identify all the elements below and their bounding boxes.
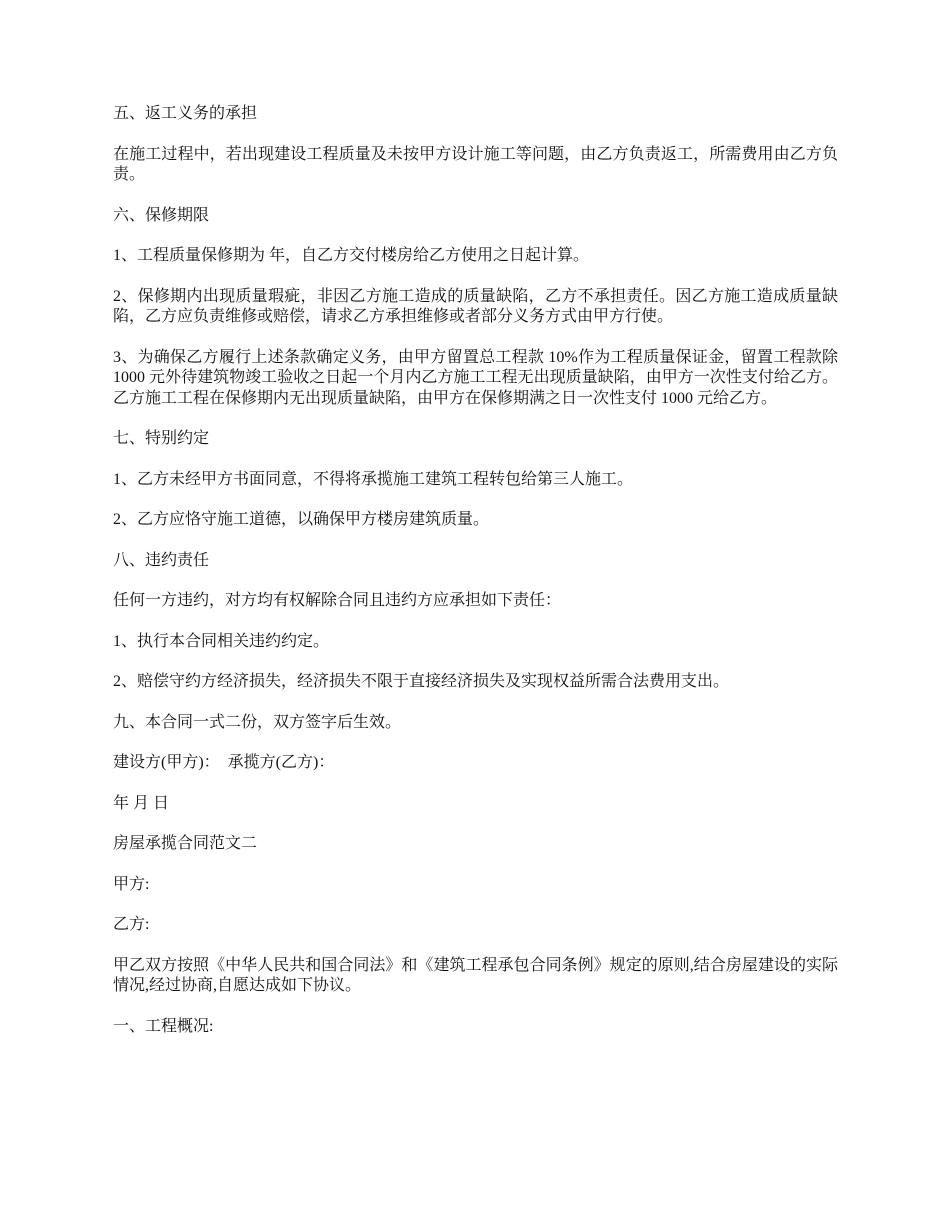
paragraph-special-2: 2、乙方应恪守施工道德，以确保甲方楼房建筑质量。 bbox=[113, 511, 490, 528]
party-a: 甲方: bbox=[113, 875, 150, 893]
paragraph-liability-2: 2、赔偿守约方经济损失，经济损失不限于直接经济损失及实现权益所需合法费用支出。 bbox=[113, 673, 730, 690]
paragraph-agreement-intro: 甲乙双方按照《中华人民共和国合同法》和《建筑工程承包合同条例》规定的原则,结合房屋建设的实际情况,经过协商,自愿达成如下协议。 bbox=[113, 956, 838, 994]
party-b: 乙方: bbox=[113, 916, 150, 933]
paragraph-liability-1: 1、执行本合同相关违约约定。 bbox=[113, 632, 330, 650]
signature-parties: 建设方(甲方)： 承揽方(乙方)： bbox=[113, 754, 335, 771]
section-heading-special: 七、特别约定 bbox=[113, 430, 210, 447]
document-page bbox=[113, 104, 838, 1057]
paragraph-special-1: 1、乙方未经甲方书面同意，不得将承揽施工建筑工程转包给第三人施工。 bbox=[113, 470, 634, 488]
section-heading-rework: 五、返工义务的承担 bbox=[113, 105, 258, 122]
paragraph-warranty-1: 1、工程质量保修期为 年，自乙方交付楼房给乙方使用之日起计算。 bbox=[113, 247, 590, 264]
signature-date: 年 月 日 bbox=[113, 794, 170, 812]
paragraph-liability-intro: 任何一方违约，对方均有权解除合同且违约方应承担如下责任： bbox=[113, 592, 562, 609]
document-title-two: 房屋承揽合同范文二 bbox=[113, 835, 258, 852]
section-heading-overview: 一、工程概况: bbox=[113, 1017, 214, 1035]
section-heading-copies: 九、本合同一式二份，双方签字后生效。 bbox=[113, 713, 402, 731]
section-heading-liability: 八、违约责任 bbox=[113, 551, 210, 569]
section-heading-warranty: 六、保修期限 bbox=[113, 206, 210, 224]
paragraph-warranty-3: 3、为确保乙方履行上述条款确定义务，由甲方留置总工程款 10%作为工程质量保证金，留置工程款除 1000 元外待建筑物竣工验收之日起一个月内乙方施工工程无出现质量缺陷，由甲方一次性支付给乙方。乙方施工工程在保修期内无出现质量缺陷，由甲方在保修期满之日一次性支付 1000 元给乙方。 bbox=[113, 348, 838, 407]
paragraph-warranty-2: 2、保修期内出现质量瑕疵，非因乙方施工造成的质量缺陷，乙方不承担责任。因乙方施工造成质量缺陷，乙方应负责维修或赔偿，请求乙方承担维修或者部分义务方式由甲方行使。 bbox=[113, 287, 838, 325]
paragraph-rework: 在施工过程中，若出现建设工程质量及未按甲方设计施工等问题，由乙方负责返工，所需费用由乙方负责。 bbox=[113, 145, 838, 183]
